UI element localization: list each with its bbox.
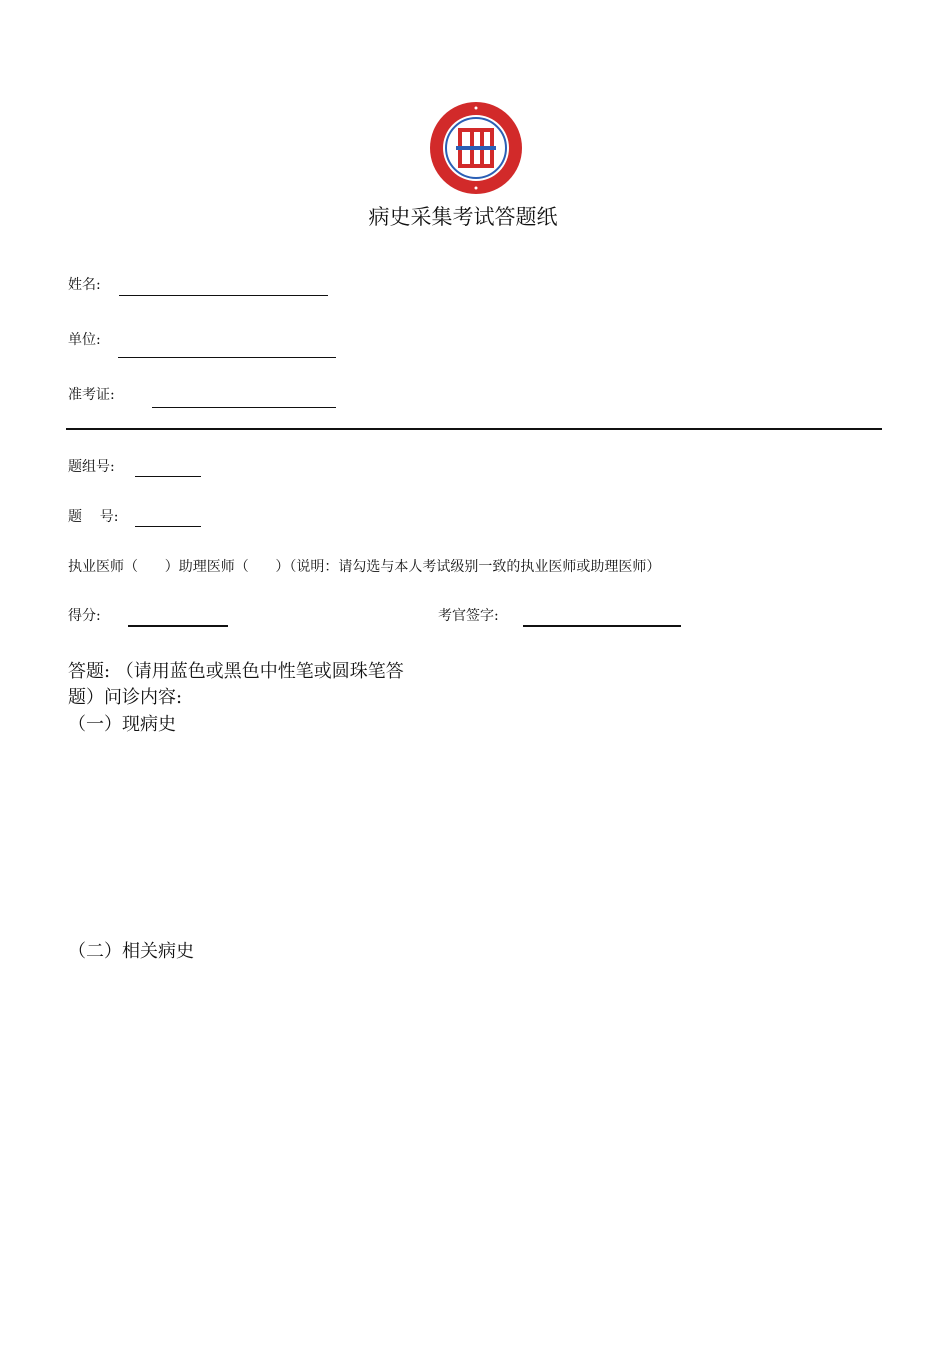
examiner-signature-label: 考官签字:	[438, 608, 499, 624]
score-field[interactable]	[128, 625, 228, 627]
section-present-illness: （一）现病史	[68, 714, 176, 735]
group-number-field[interactable]	[135, 476, 201, 477]
seal-logo-icon	[428, 100, 524, 196]
question-number-field[interactable]	[135, 526, 201, 527]
section-related-history: （二）相关病史	[68, 941, 194, 962]
group-number-label: 题组号:	[68, 459, 115, 475]
exam-id-field[interactable]	[152, 407, 336, 408]
name-label: 姓名:	[68, 277, 101, 293]
related-history-answer-area[interactable]	[68, 972, 882, 1302]
answer-instruction-line1: 答题: （请用蓝色或黑色中性笔或圆珠笔答	[68, 661, 404, 682]
answer-instruction-line2: 题）问诊内容:	[68, 687, 183, 708]
unit-label: 单位:	[68, 332, 101, 348]
unit-field[interactable]	[118, 357, 336, 358]
name-field[interactable]	[119, 295, 328, 296]
present-illness-answer-area[interactable]	[68, 745, 882, 925]
exam-level-line: 执业医师（ ）助理医师（ ）（说明：请勾选与本人考试级别一致的执业医师或助理医师）	[68, 559, 661, 575]
section-divider	[66, 428, 882, 430]
page-title: 病史采集考试答题纸	[368, 205, 558, 229]
seal-logo	[428, 100, 524, 196]
question-number-label: 题 号:	[68, 509, 119, 525]
score-label: 得分:	[68, 608, 101, 624]
exam-id-label: 准考证:	[68, 387, 115, 403]
examiner-signature-field[interactable]	[523, 625, 681, 627]
